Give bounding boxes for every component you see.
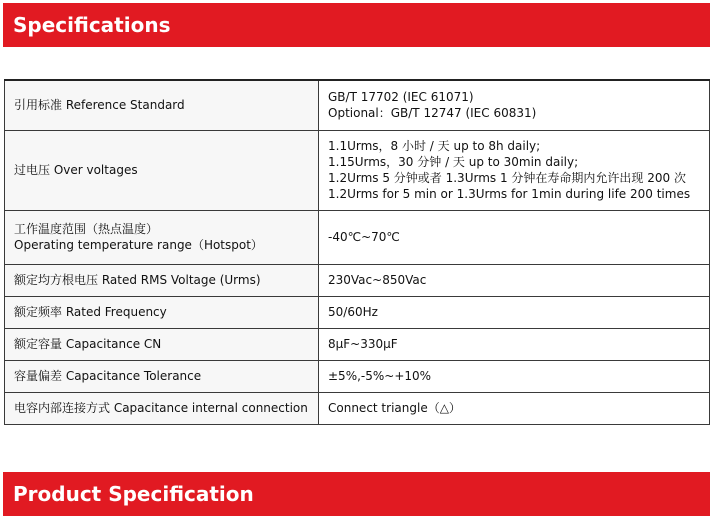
table-row (5, 80, 710, 130)
row-value: ±5%,-5%~+10% (319, 360, 710, 392)
row-label: 引用标准 Reference Standard (5, 80, 319, 130)
table-row (5, 360, 710, 392)
table-row (5, 328, 710, 360)
table-row (5, 296, 710, 328)
table-row (5, 210, 710, 264)
product-specification-banner (3, 472, 710, 516)
row-label: 额定均方根电压 Rated RMS Voltage (Urms) (5, 264, 319, 296)
row-value: 1.1Urms，8 小时 / 天 up to 8h daily; 1.15Urms，30 分钟 / 天 up to 30min daily; 1.2Urms 5 分钟或者 1.3Urms 1 分钟在寿命期内允许出现 200 次 1.2Urms for 5 min or 1.3Urms for 1min during life 200 times (319, 130, 710, 210)
row-value: 230Vac~850Vac (319, 264, 710, 296)
row-label: 工作温度范围（热点温度） Operating temperature range（Hotspot） (5, 210, 319, 264)
specifications-banner (3, 3, 710, 47)
row-label: 过电压 Over voltages (5, 130, 319, 210)
row-label: 额定容量 Capacitance CN (5, 328, 319, 360)
row-label: 电容内部连接方式 Capacitance internal connection (5, 392, 319, 424)
table-row (5, 264, 710, 296)
row-value: 8μF~330μF (319, 328, 710, 360)
table-row (5, 392, 710, 424)
row-value: 50/60Hz (319, 296, 710, 328)
row-value: Connect triangle（△） (319, 392, 710, 424)
row-label: 额定频率 Rated Frequency (5, 296, 319, 328)
table-row (5, 130, 710, 210)
row-value: GB/T 17702 (IEC 61071) Optional：GB/T 12747 (IEC 60831) (319, 80, 710, 130)
row-value: -40℃~70℃ (319, 210, 710, 264)
specifications-table (4, 79, 710, 425)
product-specification-title: Product Specification (13, 482, 254, 506)
row-label: 容量偏差 Capacitance Tolerance (5, 360, 319, 392)
specifications-title: Specifications (13, 13, 171, 37)
